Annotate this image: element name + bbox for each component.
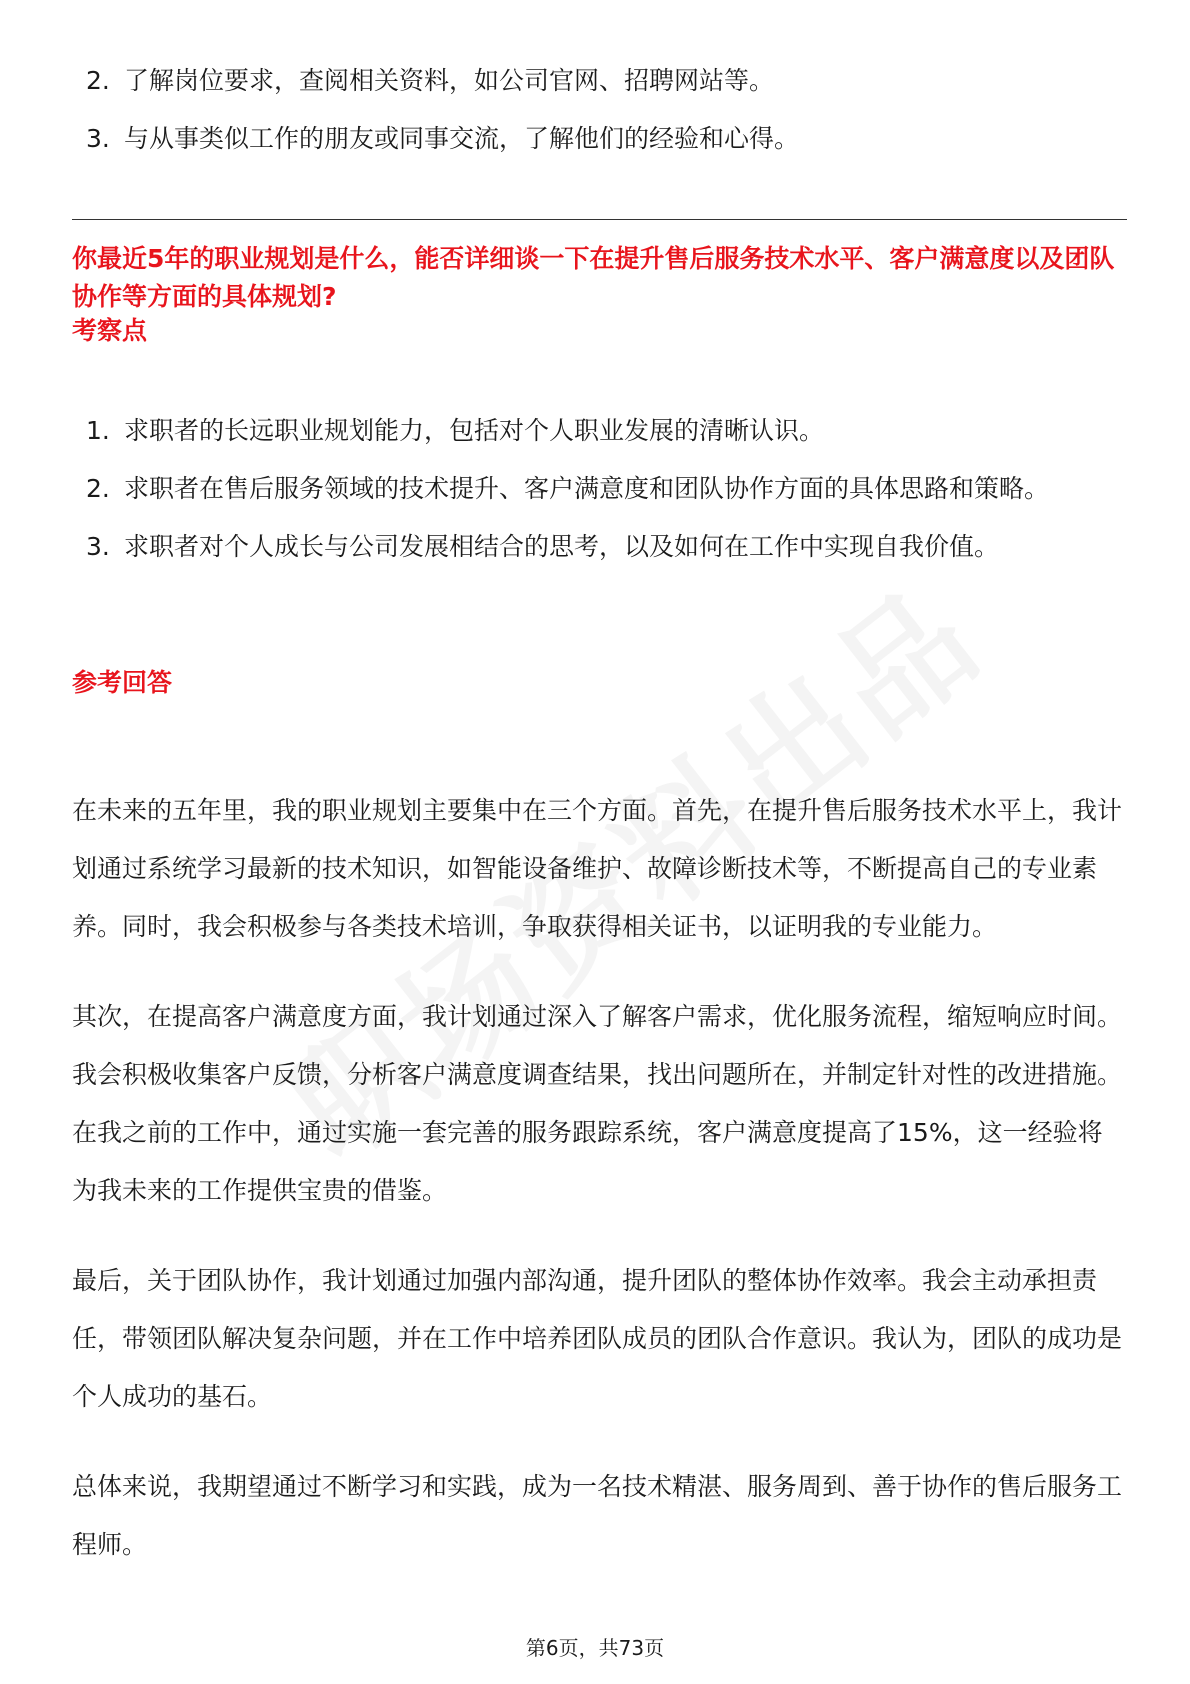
list-item: [72, 110, 1127, 168]
answer-paragraph: 最后，关于团队协作，我计划通过加强内部沟通，提升团队的整体协作效率。我会主动承担责任，带领团队解决复杂问题，并在工作中培养团队成员的团队合作意识。我认为，团队的成功是个人成功的基石。: [72, 1266, 1123, 1411]
list-item-text: 求职者对个人成长与公司发展相结合的思考，以及如何在工作中实现自我价值。: [124, 532, 1000, 561]
answer-paragraph: 在未来的五年里，我的职业规划主要集中在三个方面。首先，在提升售后服务技术水平上，我计划通过系统学习最新的技术知识，如智能设备维护、故障诊断技术等，不断提高自己的专业素养。同时，我会积极参与各类技术培训，争取获得相关证书，以证明我的专业能力。: [72, 796, 1123, 941]
section-divider: [72, 219, 1127, 220]
question-heading: 你最近5年的职业规划是什么，能否详细谈一下在提升售后服务技术水平、客户满意度以及团队协作等方面的具体规划?: [72, 244, 1115, 311]
list-item-number: 2.: [86, 66, 110, 95]
list-item-text: 求职者在售后服务领域的技术提升、客户满意度和团队协作方面的具体思路和策略。: [124, 474, 1050, 503]
list-item-text: 与从事类似工作的朋友或同事交流，了解他们的经验和心得。: [124, 124, 800, 153]
answer-paragraph: 总体来说，我期望通过不断学习和实践，成为一名技术精湛、服务周到、善于协作的售后服务工程师。: [72, 1472, 1123, 1559]
list-item-number: 3.: [86, 532, 110, 561]
exam-points-list: [72, 402, 1127, 576]
top-list: [72, 52, 1127, 168]
list-item: [72, 460, 1127, 518]
list-item: [72, 52, 1127, 110]
answer-paragraph: 其次，在提高客户满意度方面，我计划通过深入了解客户需求，优化服务流程，缩短响应时间。我会积极收集客户反馈，分析客户满意度调查结果，找出问题所在，并制定针对性的改进措施。在我之前的工作中，通过实施一套完善的服务跟踪系统，客户满意度提高了15%，这一经验将为我未来的工作提供宝贵的借鉴。: [72, 1002, 1123, 1205]
list-item: [72, 402, 1127, 460]
list-item-number: 3.: [86, 124, 110, 153]
list-item-number: 2.: [86, 474, 110, 503]
answer-label: 参考回答: [72, 668, 173, 697]
list-item-text: 求职者的长远职业规划能力，包括对个人职业发展的清晰认识。: [124, 416, 825, 445]
answer-body: [72, 782, 1127, 1606]
page-number-footer: 第6页，共73页: [525, 1636, 665, 1660]
list-item-number: 1.: [86, 416, 110, 445]
list-item-text: 了解岗位要求，查阅相关资料，如公司官网、招聘网站等。: [124, 66, 775, 95]
list-item: [72, 518, 1127, 576]
exam-points-label: 考察点: [72, 316, 148, 345]
